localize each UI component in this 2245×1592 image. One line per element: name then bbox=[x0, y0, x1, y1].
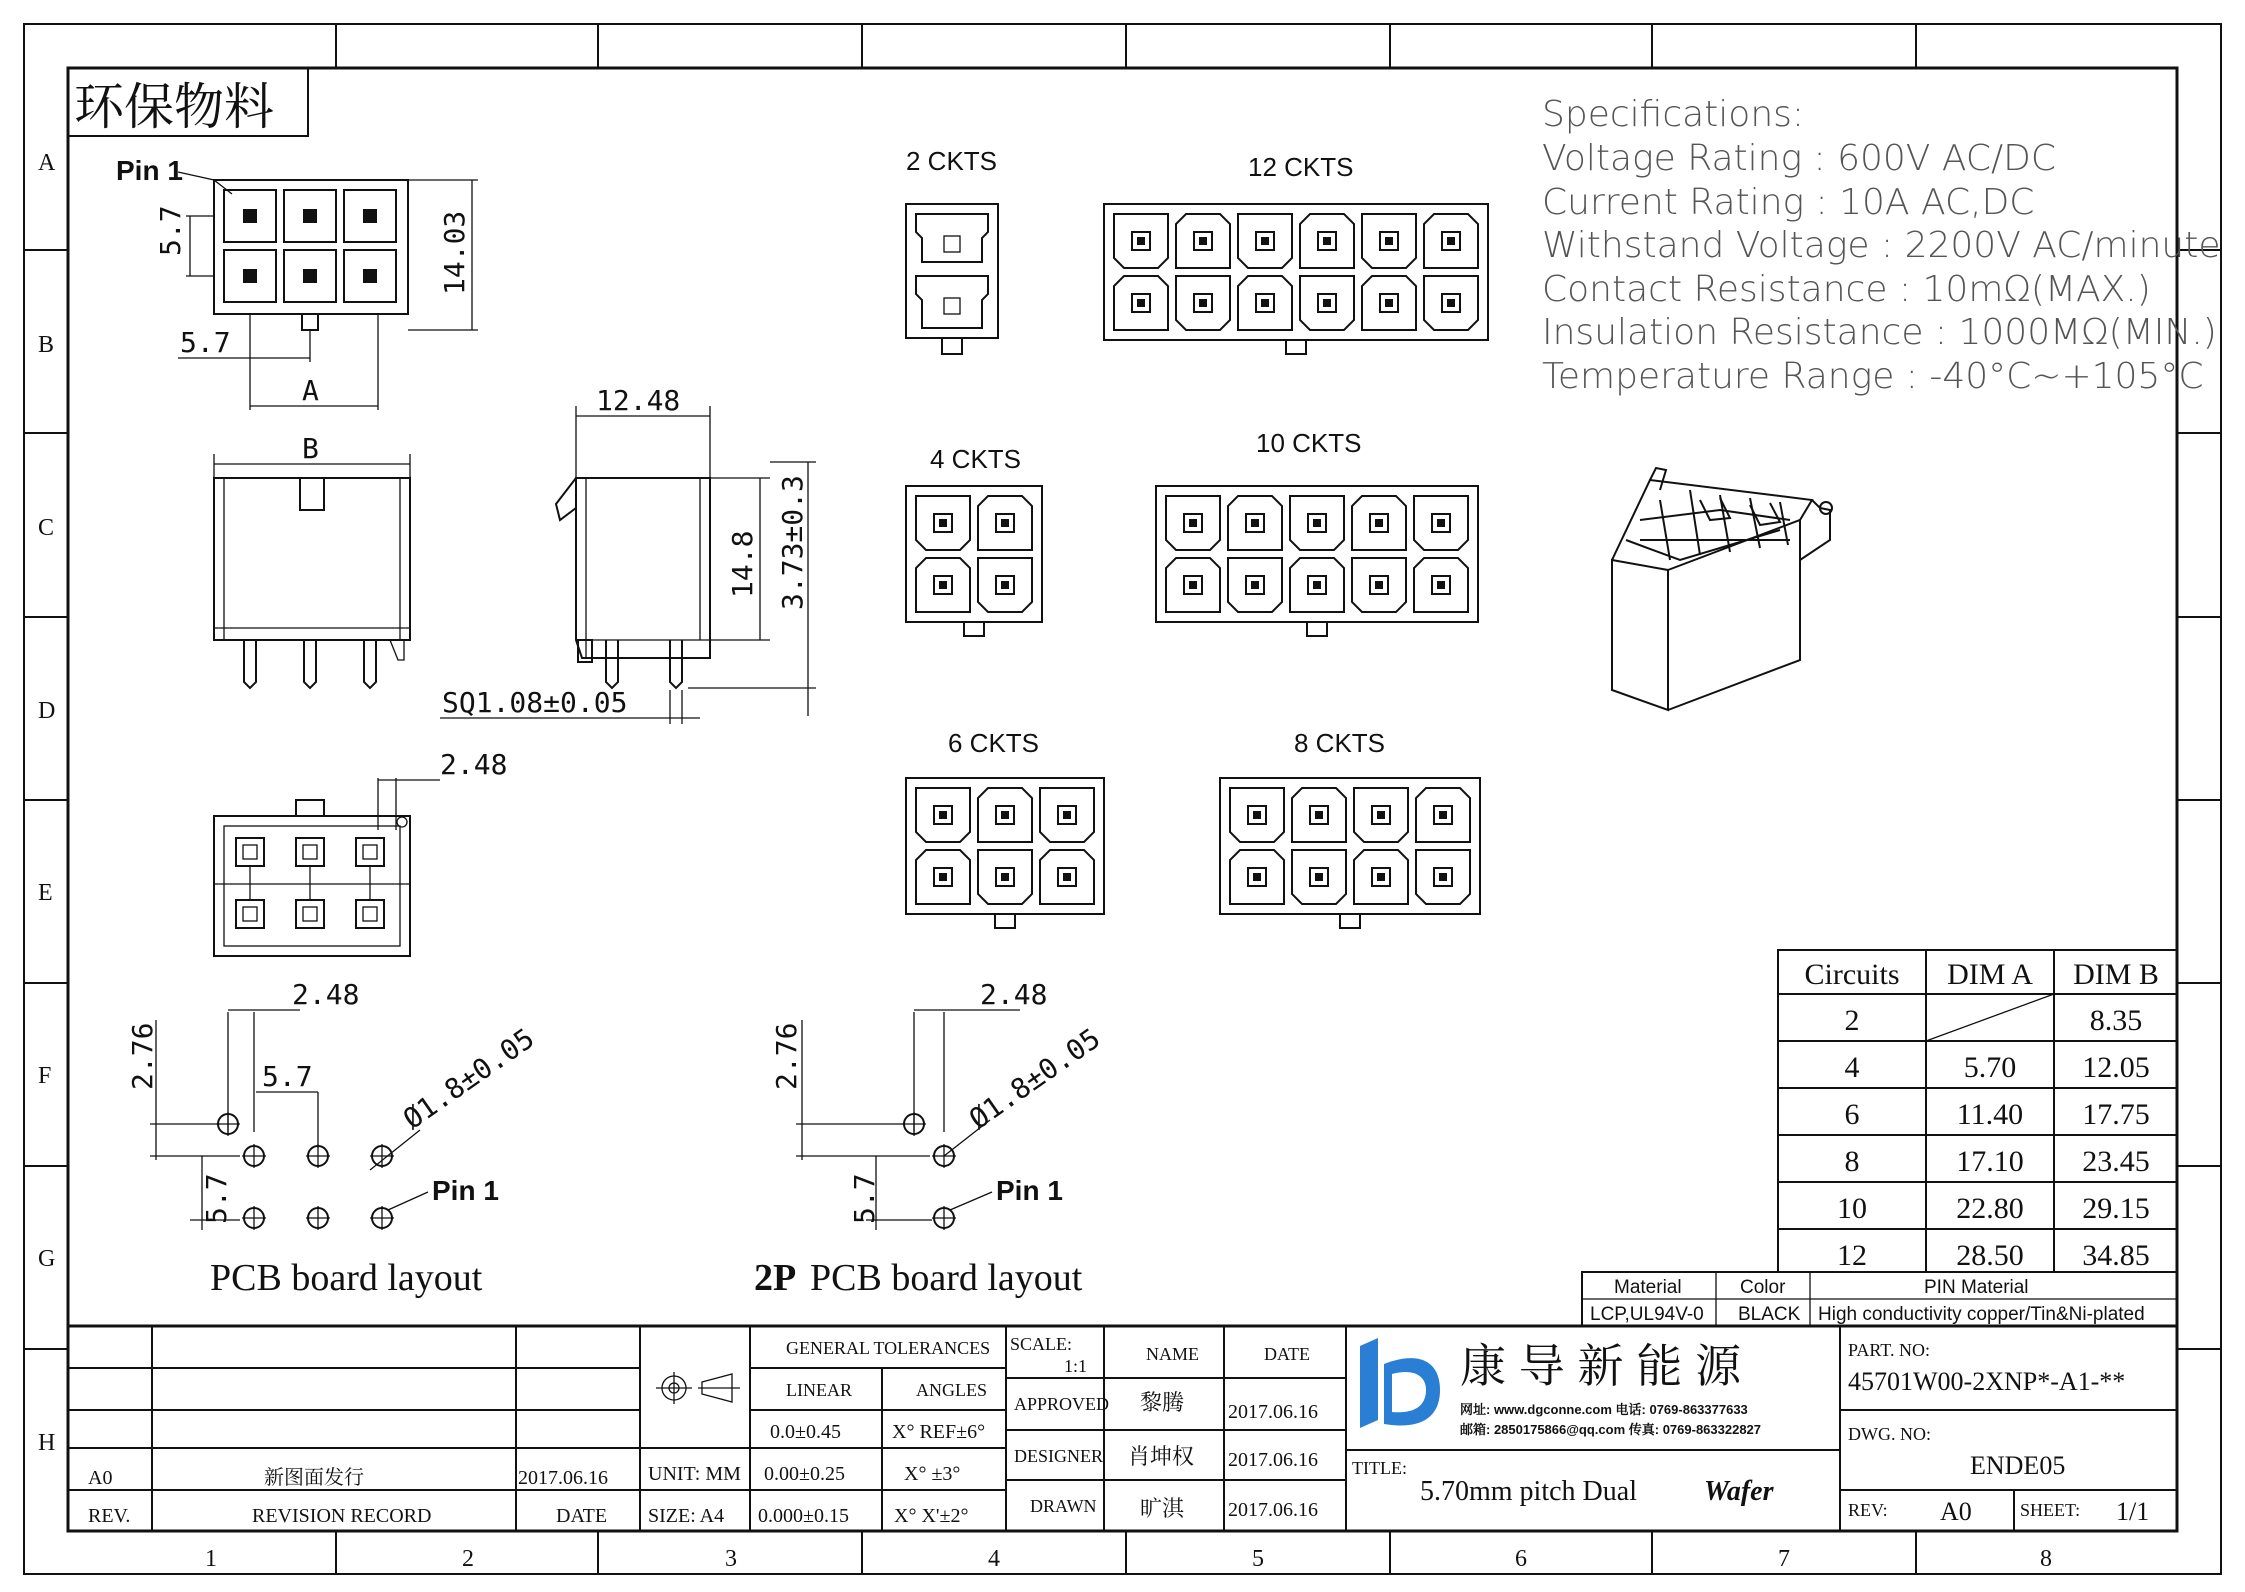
drawn-name: 旷淇 bbox=[1140, 1496, 1185, 1521]
angles-label: ANGLES bbox=[916, 1380, 987, 1400]
bottom-view bbox=[214, 748, 507, 956]
terminal-core bbox=[1137, 237, 1145, 245]
dim-table-cell: 8 bbox=[1844, 1145, 1860, 1178]
pin-material-value: High conductivity copper/Tin&Ni-plated bbox=[1818, 1304, 2145, 1325]
pcb-layout-2p bbox=[754, 978, 1106, 1299]
dim-table-cell: 12.05 bbox=[2082, 1051, 2150, 1084]
zone-col-5: 5 bbox=[1252, 1546, 1264, 1572]
terminal-core bbox=[939, 581, 947, 589]
pcb-2p-prefix: 2P bbox=[754, 1257, 797, 1299]
approved-name: 黎腾 bbox=[1140, 1390, 1185, 1415]
terminal-core bbox=[1313, 519, 1321, 527]
zone-col-6: 6 bbox=[1515, 1546, 1527, 1572]
terminal-core bbox=[1315, 873, 1323, 881]
terminal-core bbox=[1439, 873, 1447, 881]
variant-12-ckts bbox=[1104, 152, 1488, 354]
terminal-core bbox=[1063, 811, 1071, 819]
eco-material-badge bbox=[68, 68, 308, 136]
drawn-date: 2017.06.16 bbox=[1228, 1499, 1318, 1521]
rev-value: A0 bbox=[1940, 1497, 1972, 1526]
pin1-label: Pin 1 bbox=[116, 155, 183, 186]
terminal-core bbox=[1199, 237, 1207, 245]
drawn-label: DRAWN bbox=[1030, 1496, 1097, 1516]
company-name: 康 导 新 能 源 bbox=[1460, 1340, 1742, 1392]
zone-col-7: 7 bbox=[1778, 1546, 1790, 1572]
terminal-core bbox=[1253, 873, 1261, 881]
spec-title: Specifications: bbox=[1542, 94, 1805, 135]
rev-row-record: 新图面发行 bbox=[264, 1467, 364, 1489]
terminal-core bbox=[1377, 811, 1385, 819]
material-value: LCP,UL94V-0 bbox=[1590, 1304, 1704, 1325]
part-value: 45701W00-2XNP*-A1-** bbox=[1848, 1367, 2126, 1396]
isometric-view bbox=[1612, 468, 1832, 710]
dim-2p-v: 2.76 bbox=[770, 1022, 803, 1090]
terminal-core bbox=[1001, 811, 1009, 819]
terminal-core bbox=[1251, 519, 1259, 527]
variant-4-ckts bbox=[906, 444, 1042, 636]
tol-angle-1: X° REF±6° bbox=[892, 1421, 986, 1443]
latch-tab bbox=[1307, 622, 1327, 636]
part-label: PART. NO: bbox=[1848, 1340, 1930, 1360]
rev-row-rev: A0 bbox=[88, 1467, 113, 1489]
spec-line: Temperature Range : -40°C~+105°C bbox=[1542, 356, 2204, 397]
terminal-core bbox=[1261, 299, 1269, 307]
dim-table-cell: 8.35 bbox=[2089, 1004, 2143, 1037]
color-value: BLACK bbox=[1738, 1304, 1801, 1325]
dim-table-header: Circuits bbox=[1804, 958, 1900, 991]
size-label: SIZE: A4 bbox=[648, 1505, 725, 1527]
title-value-bold: Wafer bbox=[1704, 1476, 1774, 1507]
rev-row-date: 2017.06.16 bbox=[518, 1467, 608, 1489]
terminal-core bbox=[1439, 811, 1447, 819]
zone-col-1: 1 bbox=[205, 1546, 217, 1572]
top-view bbox=[116, 155, 478, 410]
dim-side-height: 14.8 bbox=[726, 530, 759, 598]
zone-row-f: F bbox=[38, 1063, 52, 1089]
dwg-label: DWG. NO: bbox=[1848, 1424, 1931, 1444]
dimension-table bbox=[1778, 950, 2177, 1272]
variant-2-ckts bbox=[906, 146, 998, 354]
terminal-core bbox=[1001, 873, 1009, 881]
pcb-2p-pin1: Pin 1 bbox=[996, 1175, 1063, 1206]
linear-label: LINEAR bbox=[786, 1380, 852, 1400]
rev-label: REV: bbox=[1848, 1500, 1888, 1520]
terminal-core bbox=[1375, 519, 1383, 527]
rev-header-date: DATE bbox=[556, 1505, 608, 1527]
zone-row-d: D bbox=[38, 698, 56, 724]
company-contact-2: 邮箱: 2850175866@qq.com 传真: 0769-863322827 bbox=[1460, 1422, 1762, 1437]
dim-table-cell: 34.85 bbox=[2082, 1239, 2150, 1272]
dim-2p-hole: Ø1.8±0.05 bbox=[963, 1021, 1107, 1136]
variant-6-ckts bbox=[906, 728, 1104, 928]
terminal-core bbox=[939, 519, 947, 527]
pcb-2p-caption: PCB board layout bbox=[810, 1257, 1083, 1299]
variant-label: 4 CKTS bbox=[930, 444, 1022, 474]
approved-date: 2017.06.16 bbox=[1228, 1401, 1318, 1423]
dim-table-cell: 17.75 bbox=[2082, 1098, 2150, 1131]
terminal-core bbox=[939, 873, 947, 881]
title-value: 5.70mm pitch Dual bbox=[1420, 1476, 1637, 1507]
dim-table-cell: 29.15 bbox=[2082, 1192, 2150, 1225]
terminal-core bbox=[1323, 299, 1331, 307]
dim-height: 14.03 bbox=[438, 210, 471, 295]
connector-outline bbox=[1104, 204, 1488, 340]
color-label: Color bbox=[1740, 1277, 1786, 1298]
dim-table-cell: 12 bbox=[1837, 1239, 1867, 1272]
latch-tab bbox=[995, 914, 1015, 928]
dim-pcb-hole: Ø1.8±0.05 bbox=[397, 1021, 541, 1136]
spec-line: Insulation Resistance : 1000MΩ(MIN.) bbox=[1542, 312, 2217, 353]
dim-table-header: DIM B bbox=[2073, 958, 2159, 991]
dim-pitch-v: 5.7 bbox=[154, 205, 187, 256]
latch-tab bbox=[964, 622, 984, 636]
terminal-core bbox=[1001, 519, 1009, 527]
tol-angle-2: X° ±3° bbox=[904, 1463, 961, 1485]
zone-col-3: 3 bbox=[725, 1546, 737, 1572]
terminal-core bbox=[1377, 873, 1385, 881]
zone-row-c: C bbox=[38, 515, 55, 541]
dim-table-cell: 5.70 bbox=[1963, 1051, 2017, 1084]
terminal-core bbox=[1313, 581, 1321, 589]
terminal-core bbox=[1447, 237, 1455, 245]
dim-table-cell: 28.50 bbox=[1956, 1239, 2024, 1272]
rev-header-record: REVISION RECORD bbox=[252, 1505, 432, 1527]
terminal-core bbox=[1189, 581, 1197, 589]
terminal-core bbox=[1189, 519, 1197, 527]
dim-side-width: 12.48 bbox=[596, 384, 681, 417]
terminal-core bbox=[1323, 237, 1331, 245]
zone-col-4: 4 bbox=[988, 1546, 1000, 1572]
dim-table-cell: 4 bbox=[1844, 1051, 1860, 1084]
connector-outline bbox=[1156, 486, 1478, 622]
title-block bbox=[68, 1326, 2177, 1531]
zone-row-h: H bbox=[38, 1430, 56, 1456]
dim-pcb-offset: 2.48 bbox=[292, 978, 360, 1011]
svg-text:环保物料: 环保物料 bbox=[74, 79, 274, 135]
zone-row-g: G bbox=[38, 1246, 56, 1272]
terminal-core bbox=[1375, 581, 1383, 589]
tol-angle-3: X° X'±2° bbox=[894, 1505, 969, 1527]
unit-label: UNIT: MM bbox=[648, 1463, 741, 1485]
dim-pcb-pitch-v: 5.7 bbox=[200, 1173, 233, 1224]
dim-pitch-h: 5.7 bbox=[180, 326, 231, 359]
variant-label: 10 CKTS bbox=[1256, 428, 1362, 458]
connector-outline bbox=[906, 778, 1104, 914]
scale-label: SCALE: bbox=[1010, 1334, 1073, 1354]
general-tolerances: GENERAL TOLERANCES bbox=[786, 1338, 991, 1358]
terminal-core bbox=[1315, 811, 1323, 819]
designer-label: DESIGNER bbox=[1014, 1446, 1103, 1466]
dim-pcb-v: 2.76 bbox=[126, 1022, 159, 1090]
specifications bbox=[1542, 94, 2221, 397]
company-contact-1: 网址: www.dgconne.com 电话: 0769-863377633 bbox=[1460, 1402, 1748, 1417]
zone-row-b: B bbox=[38, 332, 55, 358]
dim-2p-offset: 2.48 bbox=[980, 978, 1048, 1011]
terminal-core bbox=[1251, 581, 1259, 589]
tol-linear-3: 0.000±0.15 bbox=[758, 1505, 849, 1527]
terminal-core bbox=[1437, 519, 1445, 527]
connector-outline bbox=[906, 486, 1042, 622]
pcb-pin1: Pin 1 bbox=[432, 1175, 499, 1206]
variant-8-ckts bbox=[1220, 728, 1480, 928]
dim-table-cell: 11.40 bbox=[1956, 1098, 2024, 1131]
dwg-value: ENDE05 bbox=[1970, 1451, 2066, 1480]
dim-table-cell: 2 bbox=[1844, 1004, 1860, 1037]
terminal-core bbox=[1199, 299, 1207, 307]
terminal-core bbox=[1001, 581, 1009, 589]
front-view bbox=[214, 432, 410, 688]
dim-2p-pitch-v: 5.7 bbox=[848, 1173, 881, 1224]
company-logo bbox=[1360, 1338, 1440, 1428]
dim-b: B bbox=[302, 432, 319, 465]
material-label: Material bbox=[1614, 1277, 1682, 1298]
pcb-layout bbox=[126, 978, 540, 1299]
pcb-caption: PCB board layout bbox=[210, 1257, 483, 1299]
scale-value: 1:1 bbox=[1064, 1356, 1088, 1376]
tol-linear-1: 0.0±0.45 bbox=[770, 1421, 841, 1443]
spec-line: Withstand Voltage : 2200V AC/minute bbox=[1542, 225, 2221, 266]
terminal-core bbox=[1385, 237, 1393, 245]
latch-tab bbox=[1340, 914, 1360, 928]
variant-label: 8 CKTS bbox=[1294, 728, 1386, 758]
side-view bbox=[440, 384, 816, 724]
title-label: TITLE: bbox=[1352, 1458, 1407, 1478]
sheet-value: 1/1 bbox=[2116, 1497, 2150, 1526]
rev-header-rev: REV. bbox=[88, 1505, 131, 1527]
dim-sq: SQ1.08±0.05 bbox=[442, 686, 628, 719]
connector-outline bbox=[1220, 778, 1480, 914]
variant-label: 12 CKTS bbox=[1248, 152, 1354, 182]
material-row bbox=[1582, 1272, 2177, 1326]
dim-table-cell: 17.10 bbox=[1956, 1145, 2024, 1178]
variant-10-ckts bbox=[1156, 428, 1478, 636]
zone-col-8: 8 bbox=[2040, 1546, 2052, 1572]
dim-table-header: DIM A bbox=[1947, 958, 2033, 991]
terminal-core bbox=[1063, 873, 1071, 881]
spec-line: Contact Resistance : 10mΩ(MAX.) bbox=[1542, 269, 2151, 310]
terminal-core bbox=[1253, 811, 1261, 819]
designer-name: 肖坤权 bbox=[1128, 1444, 1195, 1469]
dim-table-cell: 23.45 bbox=[2082, 1145, 2150, 1178]
spec-line: Current Rating : 10A AC,DC bbox=[1542, 182, 2035, 223]
dim-table-cell: 6 bbox=[1844, 1098, 1860, 1131]
dim-table-cell: 22.80 bbox=[1956, 1192, 2024, 1225]
name-label: NAME bbox=[1146, 1344, 1199, 1364]
terminal-core bbox=[1261, 237, 1269, 245]
dim-bottom-offset: 2.48 bbox=[440, 748, 508, 781]
latch-tab bbox=[1286, 340, 1306, 354]
approved-label: APPROVED bbox=[1014, 1394, 1110, 1414]
terminal-core bbox=[1137, 299, 1145, 307]
tol-linear-2: 0.00±0.25 bbox=[764, 1463, 845, 1485]
dim-tail: 3.73±0.3 bbox=[776, 475, 809, 610]
zone-row-e: E bbox=[38, 880, 53, 906]
variant-label: 6 CKTS bbox=[948, 728, 1040, 758]
variant-label: 2 CKTS bbox=[906, 146, 998, 176]
zone-row-a: A bbox=[38, 150, 56, 176]
terminal-core bbox=[939, 811, 947, 819]
dim-pcb-pitch: 5.7 bbox=[262, 1060, 313, 1093]
spec-line: Voltage Rating : 600V AC/DC bbox=[1542, 138, 2056, 179]
designer-date: 2017.06.16 bbox=[1228, 1449, 1318, 1471]
terminal-core bbox=[1385, 299, 1393, 307]
terminal-core bbox=[1437, 581, 1445, 589]
pin-material-label: PIN Material bbox=[1924, 1277, 2029, 1298]
sheet-label: SHEET: bbox=[2020, 1500, 2081, 1520]
dim-table-cell: 10 bbox=[1837, 1192, 1867, 1225]
zone-col-2: 2 bbox=[462, 1546, 474, 1572]
date-label: DATE bbox=[1264, 1344, 1310, 1364]
terminal-core bbox=[1447, 299, 1455, 307]
dim-a: A bbox=[302, 374, 319, 407]
